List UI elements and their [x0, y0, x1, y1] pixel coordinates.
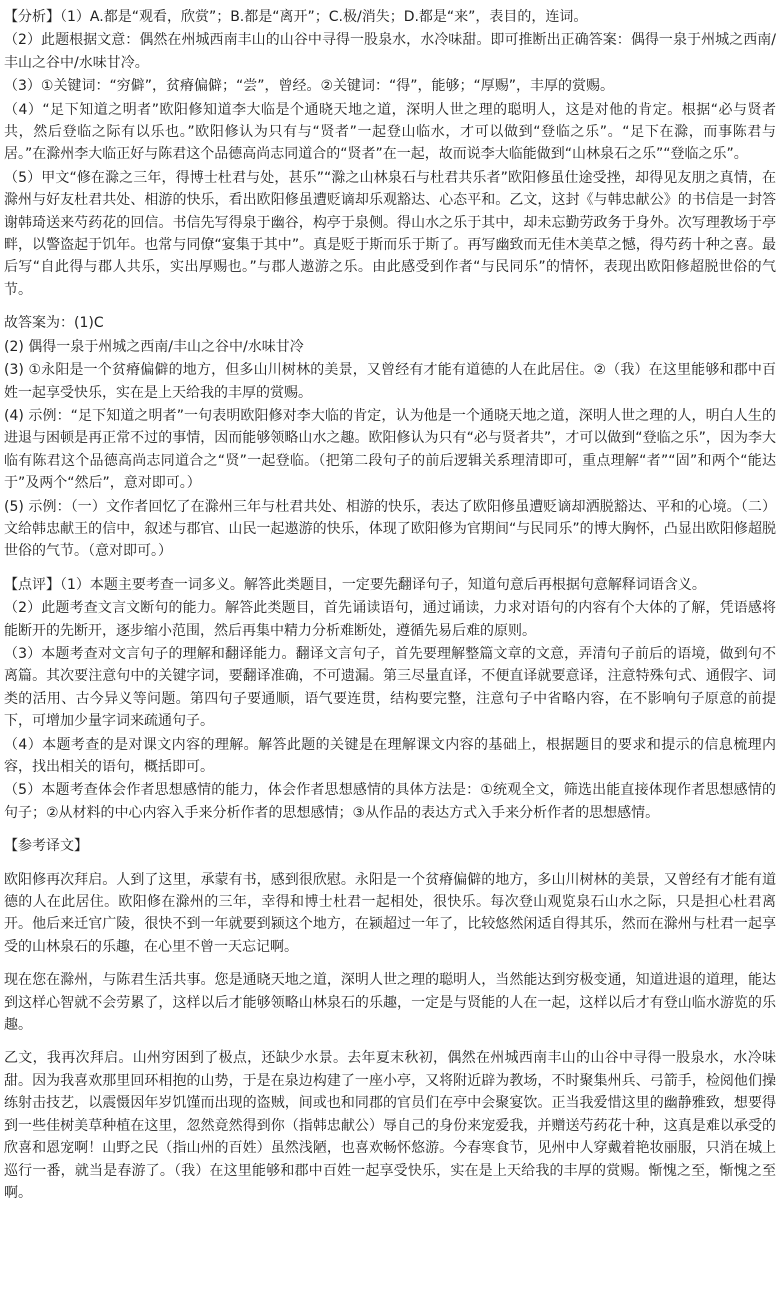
analysis-heading: 【分析】 [4, 9, 60, 25]
analysis-para-1: 【分析】（1）A.都是“观看，欣赏”；B.都是“离开”；C.极/消失；D.都是“来”，表目的，连词。 [4, 9, 588, 25]
spacer [4, 824, 776, 835]
comment-para-5: （5）本题考查体会作者思想感情的能力，体会作者思想感情的具体方法是：①统观全文，筛选出能直接体现作者思想感情的句子；②从材料的中心内容入手来分析作者的思想感情；③从作品的表达方式入手来分析作者的思想感情。 [4, 782, 776, 821]
analysis-para-3: （3）①关键词：“穷僻”，贫瘠偏僻；“尝”，曾经。②关键词：“得”，能够；“厚赐”，丰厚的赏赐。 [4, 78, 615, 95]
comment-para-3: （3）本题考查对文言句子的理解和翻译能力。翻译文言句子，首先要理解整篇文章的文意，弄清句子前后的语境，做到句不离篇。其次要注意句中的关键字词，要翻译准确，不可遗漏。第三尽量直译，不便直译就要意译，注意特殊句式、通假字、词类的活用、古今异义等问题。第四句子要通顺，语气要连贯，结构要完整，注意句子中省略内容，在不影响句子原意的前提下，可增加少量字词来疏通句子。 [4, 645, 776, 730]
comment-para-2: （2）此题考查文言文断句的能力。解答此类题目，首先诵读语句，通过诵读，力求对语句的内容有个大体的了解，凭语感将能断开的先断开，逐步缩小范围，然后再集中精力分析难断处，遵循先易后难的原则。 [4, 600, 776, 639]
spacer [4, 563, 776, 574]
spacer [4, 858, 776, 869]
comment-para-4: （4）本题考查的是对课文内容的理解。解答此题的关键是在理解课文内容的基础上，根据题目的要求和提示的信息梳理内容，找出相关的语句，概括即可。 [4, 736, 776, 775]
spacer [4, 301, 776, 312]
answer-line-5: (5) 示例：（一）文作者回忆了在滁州三年与杜君共处、相游的快乐，表达了欧阳修虽遭贬谪却洒脱豁达、平和的心境。（二）文给韩忠献王的信中，叙述与郡官、山民一起遨游的快乐，体现了欧阳修为官期间“与民同乐”的博大胸怀，凸显出欧阳修超脱世俗的气节。（意对即可。） [4, 498, 776, 560]
analysis-para-5: （5）甲文“修在滁之三年，得博士杜君与处，甚乐”“滁之山林泉石与杜君共乐者”欧阳修虽仕途受挫，却得见友朋之真情，在滁州与好友杜君共处、相游的快乐，看出欧阳修虽遭贬谪却乐观豁达、心态平和。乙文，这封《与韩忠献公》的书信是一封答谢韩琦送来芍药花的回信。书信先写得泉于幽谷，构亭于泉侧。得山水之乐于其中，却未忘勤劳政务于身外。次写理教场于亭畔，以警盗起于饥年。也常与同僚“宴集于其中”。真是贬于斯而乐于斯了。再写幽致而无佳木美草之憾，得芍药十种之喜。最后写“自此得与郡人共乐，实出厚赐也。”与郡人遨游之乐。由此感受到作者“与民同乐”的情怀，表现出欧阳修超脱世俗的气节。 [4, 169, 776, 298]
answer-line-3: (3) ①永阳是一个贫瘠偏僻的地方，但多山川树林的美景，又曾经有才能有道德的人在此居住。②（我）在这里能够和郡中百姓一起享受快乐，实在是上天给我的丰厚的赏赐。 [4, 362, 776, 401]
comment-heading: 【点评】 [4, 576, 60, 593]
translation-section [4, 835, 776, 1204]
answer-line-2: (2) 偶得一泉于州城之西南/丰山之谷中/水味甘冷 [4, 338, 304, 355]
answers-section [4, 312, 776, 562]
translation-para-1: 欧阳修再次拜启。人到了这里，承蒙有书，感到很欣慰。永阳是一个贫瘠偏僻的地方，多山川树林的美景，又曾经有才能有道德的人在此居住。欧阳修在滁州的三年，幸得和博士杜君一起相处，很快乐。每次登山观览泉石山水之际，只是担心杜君离开。他后来迁官广陵，很快不到一年就要到颍这个地方，在颍超过一年了，比较悠然闲适自得其乐，然而在滁州与杜君一起享受的山林泉石的乐趣，在心里不曾一天忘记啊。 [4, 871, 776, 955]
analysis-para-4: （4）“足下知道之明者”欧阳修知道李大临是个通晓天地之道，深明人世之理的聪明人，这是对他的肯定。根据“必与贤者共，然后登临之际有以乐也。”欧阳修认为只有与“贤者”一起登山临水，才可以做到“登临之乐”。“足下在滁，而事陈君与居。”在滁州李大临正好与陈君这个品德高尚志同道合的“贤者”在一起，故而说李大临能做到“山林泉石之乐”“登临之乐”。 [4, 101, 776, 163]
comment-para-1: 【点评】（1）本题主要考查一词多义。解答此类题目，一定要先翻译句子，知道句意后再根据句意解释词语含义。 [4, 576, 706, 593]
analysis-para-2: （2）此题根据文意：偶然在州城西南丰山的山谷中寻得一股泉水，水冷味甜。即可推断出正确答案：偶得一泉于州城之西南/丰山之谷中/水味甘冷。 [4, 32, 776, 71]
spacer [4, 1036, 776, 1047]
spacer [4, 958, 776, 969]
answer-line-1: 故答案为：(1)C [4, 315, 104, 332]
translation-para-3: 乙文，我再次拜启。山州穷困到了极点，还缺少水景。去年夏末秋初，偶然在州城西南丰山的山谷中寻得一股泉水，水冷味甜。因为我喜欢那里回环相抱的山势，于是在泉边构建了一座小亭，又将附近辟为教场，不时聚集州兵、弓箭手，检阅他们操练射击技艺，以震慑因年岁饥馑而出现的盗贼，间或也和同郡的官员们在亭中会聚宴饮。正当我爱惜这里的幽静雅致，想要得到一些佳树美草种植在这里，忽然竟然得到你（指韩忠献公）辱自己的身份来宠爱我，并赠送芍药花十种，这真是难以承受的欣喜和恩宠啊！山野之民（指山州的百姓）虽然浅陋，也喜欢畅怀悠游。今春寒食节，见州中人穿戴着艳妆丽服，只消在城上巡行一番，就当是春游了。（我）在这里能够和郡中百姓一起享受快乐，实在是上天给我的丰厚的赏赐。惭愧之至，惭愧之至啊。 [4, 1050, 776, 1201]
analysis-section [4, 6, 776, 301]
comment-section [4, 574, 776, 824]
answer-line-4: (4) 示例：“足下知道之明者”一句表明欧阳修对李大临的肯定，认为他是一个通晓天地之道，深明人世之理的人，明白人生的进退与困顿是再正常不过的事情，因而能够领略山水之趣。欧阳修认为只有“必与贤者共”，才可以做到“登临之乐”，因为李大临有陈君这个品德高尚志同道合之“贤”一起登临。（把第二段句子的前后逻辑关系理清即可，重点理解“者”“固”和两个“能达于”及两个“然后”，意对即可。） [4, 407, 776, 492]
translation-heading: 【参考译文】 [4, 838, 88, 855]
translation-para-2: 现在您在滁州，与陈君生活共事。您是通晓天地之道，深明人世之理的聪明人，当然能达到穷极变通，知道进退的道理，能达到这样心智就不会劳累了，这样以后才能够领略山林泉石的乐趣，一定是与贤能的人在一起，这样以后才有登山临水游览的乐趣。 [4, 972, 776, 1034]
